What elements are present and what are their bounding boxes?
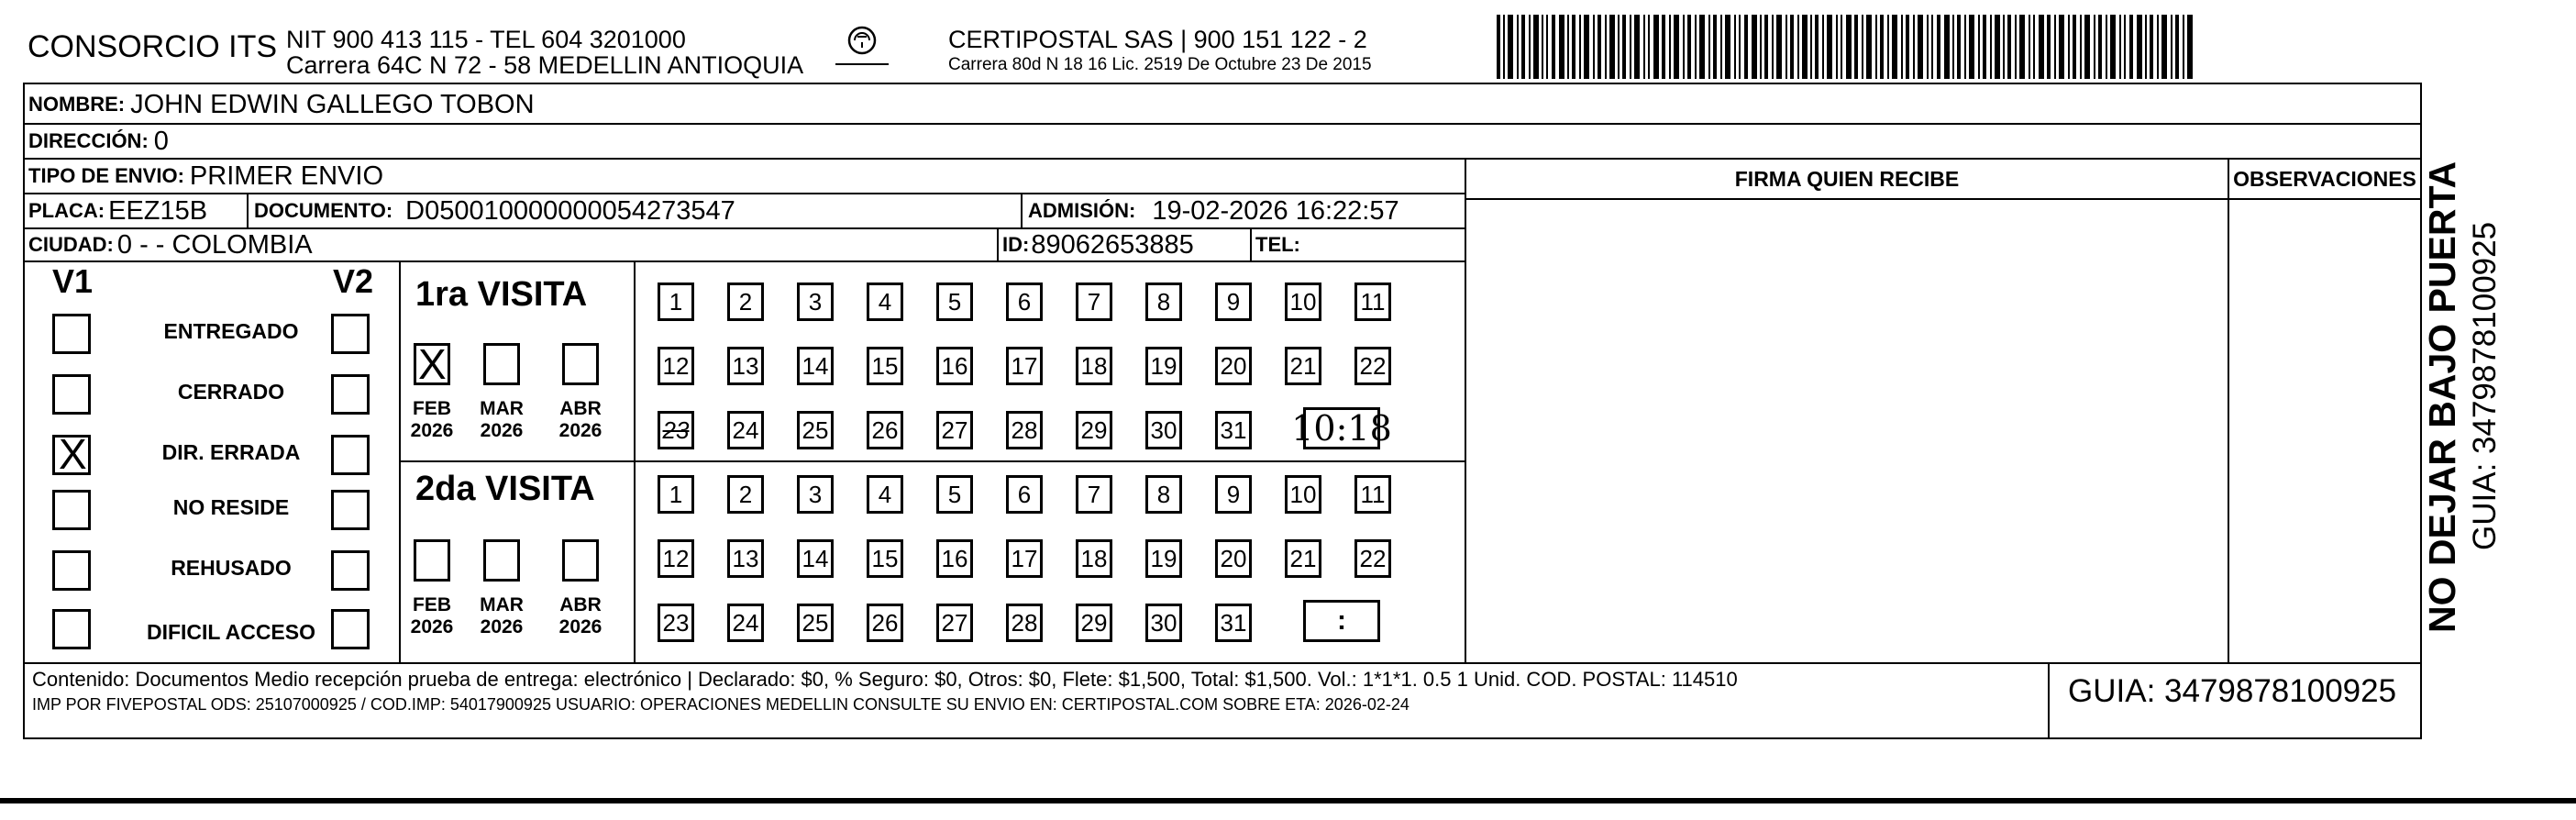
first-visit-mar-checkbox[interactable]: [483, 343, 520, 385]
first-visit-day-18[interactable]: 18: [1076, 347, 1112, 385]
second-visit-abr-checkbox[interactable]: [562, 539, 599, 582]
first-visit-day-26[interactable]: 26: [867, 411, 903, 449]
documento-label: DOCUMENTO:: [254, 199, 393, 222]
first-visit-day-6[interactable]: 6: [1006, 283, 1043, 321]
documento-field: [254, 194, 735, 227]
second-visit-day-28[interactable]: 28: [1006, 604, 1043, 642]
status-cerrado: CERRADO: [177, 380, 285, 404]
first-visit-day-7[interactable]: 7: [1076, 283, 1112, 321]
id-field: [1002, 229, 1194, 260]
admision-value: 19-02-2026 16:22:57: [1152, 195, 1399, 226]
first-visit-day-17[interactable]: 17: [1006, 347, 1043, 385]
certipostal-logo: [830, 24, 894, 75]
tel-label: TEL:: [1255, 233, 1300, 256]
admision-field: [1028, 194, 1399, 227]
dir-errada-v2-checkbox[interactable]: [331, 435, 370, 475]
dir-errada-x-mark: X: [59, 430, 87, 478]
v1-header: V1: [52, 262, 94, 300]
footer-guia: GUIA: 3479878100925: [2068, 673, 2397, 709]
second-visit-day-20[interactable]: 20: [1215, 539, 1252, 578]
second-visit-day-15[interactable]: 15: [867, 539, 903, 578]
first-visit-day-3[interactable]: 3: [797, 283, 834, 321]
delivery-form: [23, 83, 2422, 739]
page-bottom-edge: [0, 798, 2576, 803]
first-visit-day-30[interactable]: 30: [1145, 411, 1182, 449]
tipo-envio-row: [28, 160, 383, 193]
entregado-v1-checkbox[interactable]: [52, 314, 91, 354]
footer-print-info: IMP POR FIVEPOSTAL ODS: 25107000925 / COD.IMP: 54017900925 USUARIO: OPERACIONES MEDELLIN CONSULTE SU ENVIO EN: CERTIPOSTAL.COM SOBRE ETA: 2026-02-24: [32, 695, 1410, 714]
first-visit-month-feb: FEB 2026: [410, 398, 454, 441]
second-visit-day-30[interactable]: 30: [1145, 604, 1182, 642]
dificil-acceso-v1-checkbox[interactable]: [52, 609, 91, 649]
first-visit-day-23[interactable]: 23: [658, 411, 694, 449]
second-visit-month-abr: ABR 2026: [558, 594, 603, 637]
second-visit-day-13[interactable]: 13: [727, 539, 764, 578]
company-address: Carrera 64C N 72 - 58 MEDELLIN ANTIOQUIA: [286, 51, 804, 79]
firma-header: FIRMA QUIEN RECIBE: [1734, 166, 1960, 191]
first-visit-title: 1ra VISITA: [415, 275, 588, 314]
direccion-row: [28, 125, 169, 158]
dificil-acceso-v2-checkbox[interactable]: [331, 609, 370, 649]
second-visit-day-8[interactable]: 8: [1145, 475, 1182, 514]
tel-field: [1255, 229, 1304, 260]
second-visit-day-22[interactable]: 22: [1354, 539, 1391, 578]
first-visit-day-24[interactable]: 24: [727, 411, 764, 449]
first-visit-day-19[interactable]: 19: [1145, 347, 1182, 385]
ciudad-value: 0 - - COLOMBIA: [116, 229, 313, 260]
first-visit-day-4[interactable]: 4: [867, 283, 903, 321]
second-visit-mar-checkbox[interactable]: [483, 539, 520, 582]
second-visit-day-19[interactable]: 19: [1145, 539, 1182, 578]
first-visit-day-13[interactable]: 13: [727, 347, 764, 385]
company-name: CONSORCIO ITS: [28, 29, 278, 64]
direccion-label: DIRECCIÓN:: [28, 129, 149, 152]
first-visit-feb-checkbox[interactable]: [414, 340, 450, 388]
second-visit-month-mar: MAR 2026: [480, 594, 524, 637]
first-visit-day-28[interactable]: 28: [1006, 411, 1043, 449]
first-visit-day-15[interactable]: 15: [867, 347, 903, 385]
first-visit-day-10[interactable]: 10: [1285, 283, 1321, 321]
second-visit-day-29[interactable]: 29: [1076, 604, 1112, 642]
second-visit-day-31[interactable]: 31: [1215, 604, 1252, 642]
barcode: [1497, 15, 2194, 79]
first-visit-time[interactable]: 10:18: [1291, 408, 1392, 449]
second-visit-day-6[interactable]: 6: [1006, 475, 1043, 514]
tipo-envio-value: PRIMER ENVIO: [189, 161, 384, 191]
no-reside-v1-checkbox[interactable]: [52, 490, 91, 530]
first-visit-day-8[interactable]: 8: [1145, 283, 1182, 321]
status-rehusado: REHUSADO: [171, 556, 292, 580]
second-visit-day-17[interactable]: 17: [1006, 539, 1043, 578]
first-visit-abr-checkbox[interactable]: [562, 343, 599, 385]
entregado-v2-checkbox[interactable]: [331, 314, 370, 354]
first-visit-day-31[interactable]: 31: [1215, 411, 1252, 449]
nombre-label: NOMBRE:: [28, 93, 126, 116]
side-warning: NO DEJAR BAJO PUERTA: [2421, 161, 2463, 633]
first-visit-month-abr: ABR 2026: [558, 398, 603, 441]
first-visit-day-21[interactable]: 21: [1285, 347, 1321, 385]
placa-value: EEZ15B: [108, 195, 208, 226]
second-visit-day-10[interactable]: 10: [1285, 475, 1321, 514]
second-visit-day-14[interactable]: 14: [797, 539, 834, 578]
second-visit-day-27[interactable]: 27: [936, 604, 973, 642]
ciudad-label: CIUDAD:: [28, 233, 114, 256]
first-visit-day-14[interactable]: 14: [797, 347, 834, 385]
second-visit-day-1[interactable]: 1: [658, 475, 694, 514]
first-visit-day-11[interactable]: 11: [1354, 283, 1391, 321]
cerrado-v1-checkbox[interactable]: [52, 374, 91, 415]
carrier-name: CERTIPOSTAL SAS | 900 151 122 - 2: [948, 26, 1367, 53]
first-visit-day-25[interactable]: 25: [797, 411, 834, 449]
second-visit-title: 2da VISITA: [415, 470, 595, 508]
second-visit-month-feb: FEB 2026: [410, 594, 454, 637]
second-visit-day-2[interactable]: 2: [727, 475, 764, 514]
first-visit-month-mar: MAR 2026: [480, 398, 524, 441]
second-visit-day-3[interactable]: 3: [797, 475, 834, 514]
first-visit-day-1[interactable]: 1: [658, 283, 694, 321]
rehusado-v1-checkbox[interactable]: [52, 550, 91, 591]
second-visit-day-26[interactable]: 26: [867, 604, 903, 642]
observaciones-header: OBSERVACIONES: [2233, 166, 2416, 191]
first-visit-day-12[interactable]: 12: [658, 347, 694, 385]
second-visit-day-7[interactable]: 7: [1076, 475, 1112, 514]
second-visit-day-4[interactable]: 4: [867, 475, 903, 514]
first-visit-day-27[interactable]: 27: [936, 411, 973, 449]
rehusado-v2-checkbox[interactable]: [331, 550, 370, 591]
second-visit-day-24[interactable]: 24: [727, 604, 764, 642]
nombre-row: [28, 86, 535, 123]
second-visit-feb-checkbox[interactable]: [414, 539, 450, 582]
second-visit-day-25[interactable]: 25: [797, 604, 834, 642]
side-guia: GUIA: 3479878100925: [2467, 221, 2503, 550]
first-visit-day-9[interactable]: 9: [1215, 283, 1252, 321]
status-entregado: ENTREGADO: [163, 319, 299, 343]
first-visit-feb-x-mark: X: [418, 340, 447, 388]
direccion-value: 0: [153, 126, 169, 156]
documento-value: D050010000000054273547: [405, 195, 735, 226]
admision-label: ADMISIÓN:: [1028, 199, 1136, 222]
id-value: 89062653885: [1031, 229, 1194, 260]
second-visit-day-21[interactable]: 21: [1285, 539, 1321, 578]
first-visit-day-22[interactable]: 22: [1354, 347, 1391, 385]
company-nit: NIT 900 413 115 - TEL 604 3201000: [286, 26, 686, 53]
second-visit-day-16[interactable]: 16: [936, 539, 973, 578]
v2-header: V2: [333, 262, 374, 300]
second-visit-day-23[interactable]: 23: [658, 604, 694, 642]
id-label: ID:: [1002, 233, 1030, 256]
status-no-reside: NO RESIDE: [172, 495, 290, 519]
placa-field: [28, 194, 207, 227]
cerrado-v2-checkbox[interactable]: [331, 374, 370, 415]
status-dir-errada: DIR. ERRADA: [161, 440, 301, 464]
nombre-value: JOHN EDWIN GALLEGO TOBON: [130, 89, 535, 119]
status-dificil-acceso: DIFICIL ACCESO: [146, 620, 315, 644]
second-visit-day-18[interactable]: 18: [1076, 539, 1112, 578]
ciudad-field: [28, 229, 313, 260]
first-visit-day-29[interactable]: 29: [1076, 411, 1112, 449]
placa-label: PLACA:: [28, 199, 105, 222]
first-visit-day-20[interactable]: 20: [1215, 347, 1252, 385]
second-visit-day-9[interactable]: 9: [1215, 475, 1252, 514]
second-visit-day-12[interactable]: 12: [658, 539, 694, 578]
second-visit-day-5[interactable]: 5: [936, 475, 973, 514]
footer-contents: Contenido: Documentos Medio recepción prueba de entrega: electrónico | Declarado: $0, % Seguro: $0, Otros: $0, Flete: $1,500, Total: $1,500. Vol.: 1*1*1. 0.5 1 Unid. COD. POSTAL: 114510: [32, 668, 1738, 691]
first-visit-day-5[interactable]: 5: [936, 283, 973, 321]
no-reside-v2-checkbox[interactable]: [331, 490, 370, 530]
first-visit-day-16[interactable]: 16: [936, 347, 973, 385]
first-visit-day-2[interactable]: 2: [727, 283, 764, 321]
dir-errada-v1-checkbox[interactable]: [52, 430, 91, 478]
second-visit-day-11[interactable]: 11: [1354, 475, 1391, 514]
second-visit-time[interactable]: :: [1303, 600, 1380, 642]
carrier-address: Carrera 80d N 18 16 Lic. 2519 De Octubre 23 De 2015: [948, 55, 1372, 74]
tipo-envio-label: TIPO DE ENVIO:: [28, 164, 184, 187]
